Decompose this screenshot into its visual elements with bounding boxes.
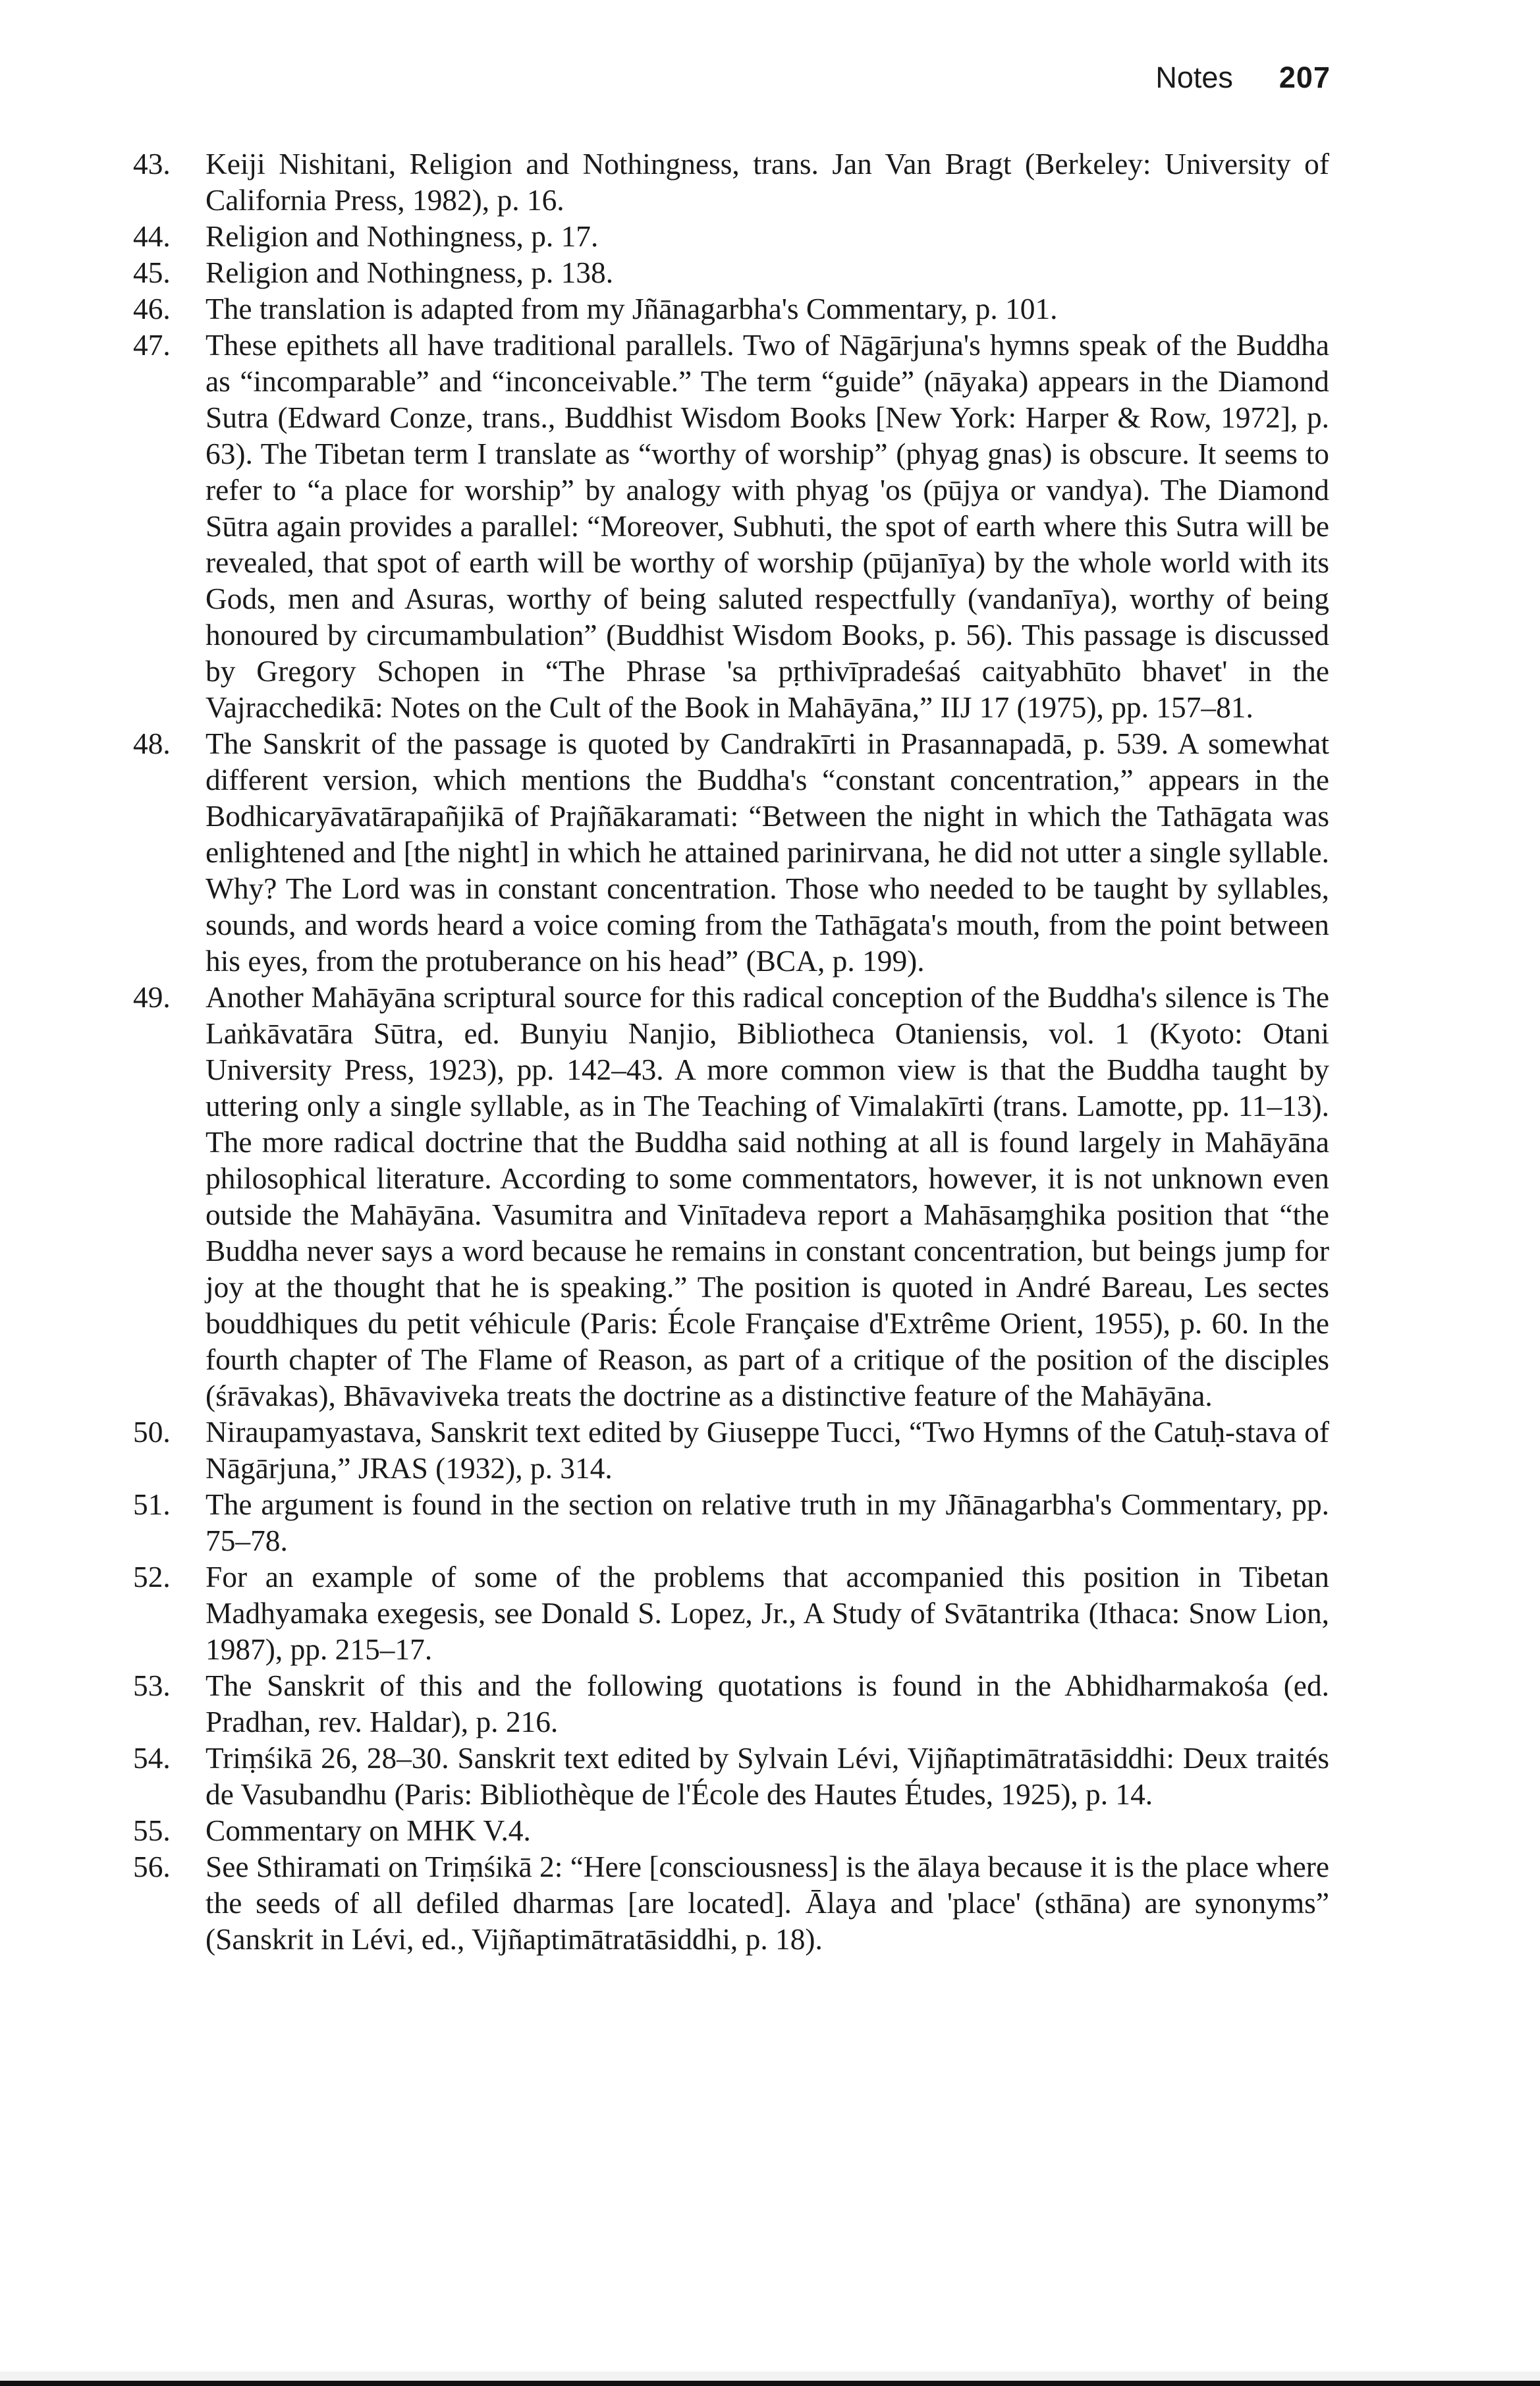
endnote (133, 1487, 1329, 1559)
endnotes-list (133, 146, 1329, 1958)
note-number: 52. (133, 1561, 171, 1594)
note-number: 49. (133, 981, 171, 1014)
note-text: The argument is found in the section on relative truth in my Jñānagarbha's Commentary, pp. 75–78. (206, 1488, 1329, 1557)
note-number: 53. (133, 1669, 171, 1702)
note-number: 50. (133, 1416, 171, 1449)
note-number: 54. (133, 1742, 171, 1775)
section-title: Notes (1155, 61, 1233, 94)
endnote (133, 980, 1329, 1414)
note-text: Triṃśikā 26, 28–30. Sanskrit text edited by Sylvain Lévi, Vijñaptimātratāsiddhi: Deux traités de Vasubandhu (Paris: Bibliothèque de l'École des Hautes Études, 1925), p. 14. (206, 1742, 1329, 1811)
note-text: Religion and Nothingness, p. 138. (206, 256, 614, 289)
note-text: Commentary on MHK V.4. (206, 1814, 531, 1847)
endnote (133, 726, 1329, 980)
scan-edge-rule (0, 2381, 1540, 2386)
note-number: 46. (133, 292, 171, 325)
note-text: Another Mahāyāna scriptural source for this radical conception of the Buddha's silence is The Laṅkāvatāra Sūtra, ed. Bunyiu Nanjio, Bibliotheca Otaniensis, vol. 1 (Kyoto: Otani University Press, 1923), pp. 142–43. A more common view is that the Buddha taught by uttering only a single syllable, as in The Teaching of Vimalakīrti (trans. Lamotte, pp. 11–13). The more radical doctrine that the Buddha said nothing at all is found largely in Mahāyāna philosophical literature. According to some commentators, however, it is not unknown even outside the Mahāyāna. Vasumitra and Vinītadeva report a Mahāsaṃghika position that “the Buddha never says a word because he remains in constant concentration, but beings jump for joy at the thought that he is speaking.” The position is quoted in André Bareau, Les sectes bouddhiques du petit véhicule (Paris: École Française d'Extrême Orient, 1955), p. 60. In the fourth chapter of The Flame of Reason, as part of a critique of the position of the disciples (śrāvakas), Bhāvaviveka treats the doctrine as a distinctive feature of the Mahāyāna. (206, 981, 1329, 1412)
note-text: For an example of some of the problems that accompanied this position in Tibetan Madhyamaka exegesis, see Donald S. Lopez, Jr., A Study of Svātantrika (Ithaca: Snow Lion, 1987), pp. 215–17. (206, 1561, 1329, 1666)
endnote (133, 219, 1329, 255)
note-text: Keiji Nishitani, Religion and Nothingness, trans. Jan Van Bragt (Berkeley: University of California Press, 1982), p. 16. (206, 148, 1329, 217)
endnote (133, 291, 1329, 327)
endnote (133, 1559, 1329, 1668)
scan-shadow-band (0, 2372, 1540, 2381)
note-text: These epithets all have traditional parallels. Two of Nāgārjuna's hymns speak of the Buddha as “incomparable” and “inconceivable.” The term “guide” (nāyaka) appears in the Diamond Sutra (Edward Conze, trans., Buddhist Wisdom Books [New York: Harper & Row, 1972], p. 63). The Tibetan term I translate as “worthy of worship” (phyag gnas) is obscure. It seems to refer to “a place for worship” by analogy with phyag 'os (pūjya or vandya). The Diamond Sūtra again provides a parallel: “Moreover, Subhuti, the spot of earth where this Sutra will be revealed, that spot of earth will be worthy of worship (pūjanīya) by the whole world with its Gods, men and Asuras, worthy of being saluted respectfully (vandanīya), worthy of being honoured by circumambulation” (Buddhist Wisdom Books, p. 56). This passage is discussed by Gregory Schopen in “The Phrase 'sa pṛthivīpradeśaś caityabhūto bhavet' in the Vajracchedikā: Notes on the Cult of the Book in Mahāyāna,” IIJ 17 (1975), pp. 157–81. (206, 329, 1329, 724)
note-number: 43. (133, 148, 171, 180)
note-text: Niraupamyastava, Sanskrit text edited by Giuseppe Tucci, “Two Hymns of the Catuḥ-stava of Nāgārjuna,” JRAS (1932), p. 314. (206, 1416, 1329, 1485)
endnote (133, 327, 1329, 726)
note-number: 47. (133, 329, 171, 362)
endnote (133, 1740, 1329, 1813)
note-text: The translation is adapted from my Jñānagarbha's Commentary, p. 101. (206, 292, 1058, 325)
note-text: See Sthiramati on Triṃśikā 2: “Here [consciousness] is the ālaya because it is the place where the seeds of all defiled dharmas [are located]. Ālaya and 'place' (sthāna) are synonyms” (Sanskrit in Lévi, ed., Vijñaptimātratāsiddhi, p. 18). (206, 1850, 1329, 1956)
note-text: The Sanskrit of this and the following quotations is found in the Abhidharmakośa (ed. Pradhan, rev. Haldar), p. 216. (206, 1669, 1329, 1738)
note-number: 55. (133, 1814, 171, 1847)
note-number: 44. (133, 220, 171, 253)
endnote (133, 1813, 1329, 1849)
endnote (133, 1668, 1329, 1740)
note-number: 45. (133, 256, 171, 289)
note-number: 56. (133, 1850, 171, 1883)
endnote (133, 255, 1329, 291)
note-number: 48. (133, 727, 171, 760)
endnote (133, 1849, 1329, 1958)
note-number: 51. (133, 1488, 171, 1521)
note-text: Religion and Nothingness, p. 17. (206, 220, 599, 253)
endnote (133, 146, 1329, 219)
note-text: The Sanskrit of the passage is quoted by Candrakīrti in Prasannapadā, p. 539. A somewhat different version, which mentions the Buddha's “constant concentration,” appears in the Bodhicaryāvatārapañjikā of Prajñākaramati: “Between the night in which the Tathāgata was enlightened and [the night] in which he attained parinirvana, he did not utter a single syllable. Why? The Lord was in constant concentration. Those who needed to be taught by syllables, sounds, and words heard a voice coming from the Tathāgata's mouth, from the point between his eyes, from the protuberance on his head” (BCA, p. 199). (206, 727, 1329, 978)
endnote (133, 1414, 1329, 1487)
page-number: 207 (1279, 61, 1331, 94)
running-header (1155, 61, 1331, 95)
